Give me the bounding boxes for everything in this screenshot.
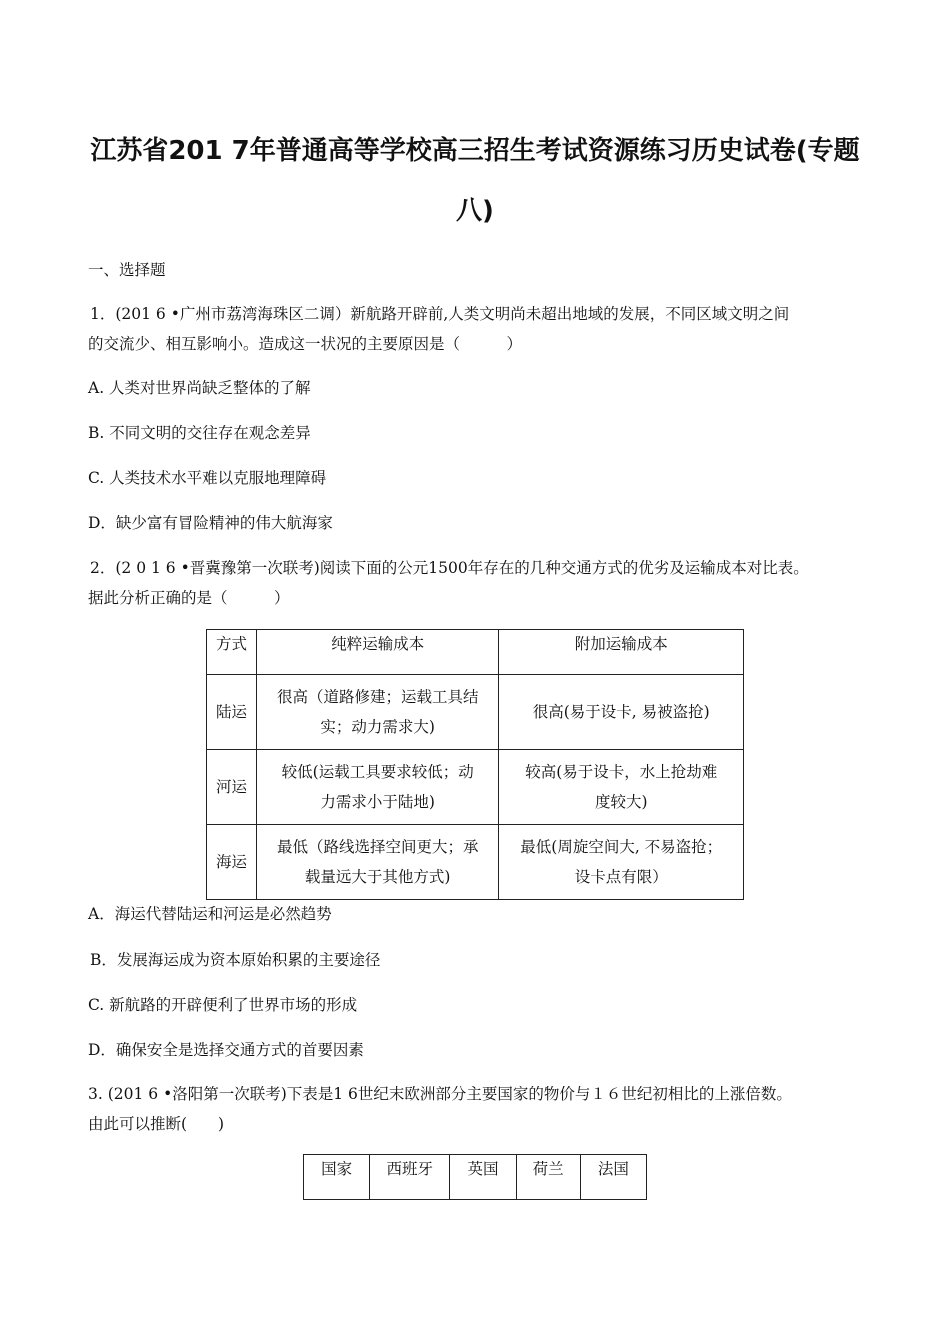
table-cell-extra-cost [499, 825, 744, 900]
cell-line: 较低(运载工具要求较低；动 [281, 763, 474, 781]
table-cell-extra-cost [499, 750, 744, 825]
table-header-cell: 附加运输成本 [499, 630, 744, 675]
q1-stem-line1: 1．(201 6 •广州市荔湾海珠区二调）新航路开辟前,人类文明尚未超出地域的发展，不同区域文明之间 [90, 305, 790, 323]
price-increase-table [303, 1154, 647, 1200]
table-row [207, 750, 744, 825]
q3-stem-line2: 由此可以推断( ) [88, 1115, 225, 1133]
q1-stem-line2: 的交流少、相互影响小。造成这一状况的主要原因是（ ） [88, 335, 523, 353]
cell-line: 较高(易于设卡，水上抢劫难 [525, 763, 718, 781]
q2-option-b: B．发展海运成为资本原始积累的主要途径 [90, 951, 381, 969]
q2-option-c: C. 新航路的开辟便利了世界市场的形成 [88, 996, 358, 1014]
document-title-line1: 江苏省201 7年普通高等学校高三招生考试资源练习历史试卷(专题 [90, 136, 860, 166]
table-header-row [207, 630, 744, 675]
table-cell-extra-cost [499, 675, 744, 750]
q3-stem-line1: 3. (201 6 •洛阳第一次联考)下表是1 6世纪末欧洲部分主要国家的物价与１６世纪初相比的上涨倍数。 [88, 1085, 792, 1103]
table-cell-mode: 陆运 [207, 675, 257, 750]
q2-stem-line1: 2．(2 0 1 6 •晋冀豫第一次联考)阅读下面的公元1500年存在的几种交通方式的优劣及运输成本对比表。 [90, 559, 809, 577]
table-header-cell: 荷兰 [516, 1155, 580, 1200]
table-header-cell: 纯粹运输成本 [256, 630, 499, 675]
q1-option-b: B. 不同文明的交往存在观念差异 [88, 424, 311, 442]
section-heading: 一、选择题 [88, 261, 166, 279]
cell-line: 度较大) [594, 793, 648, 811]
document-title-line2: 八) [456, 196, 494, 226]
table-cell-mode: 河运 [207, 750, 257, 825]
table-cell-pure-cost [256, 750, 499, 825]
table-header-cell: 国家 [304, 1155, 370, 1200]
table-row [207, 675, 744, 750]
table-cell-mode: 海运 [207, 825, 257, 900]
table-header-cell: 英国 [450, 1155, 516, 1200]
cell-line: 载量远大于其他方式) [304, 868, 451, 886]
table-cell-pure-cost [256, 675, 499, 750]
cell-line: 实；动力需求大) [320, 718, 435, 736]
q1-option-d: D．缺少富有冒险精神的伟大航海家 [88, 514, 333, 532]
table-header-cell: 法国 [580, 1155, 646, 1200]
q2-option-a: A．海运代替陆运和河运是必然趋势 [88, 905, 332, 923]
cell-line: 很高(易于设卡, 易被盗抢) [532, 703, 710, 721]
cell-line: 最低（路线选择空间更大；承 [276, 838, 479, 856]
table-header-row [304, 1155, 647, 1200]
cell-line: 设卡点有限） [574, 868, 668, 886]
transport-cost-table [206, 629, 744, 900]
table-header-cell: 西班牙 [370, 1155, 450, 1200]
cell-line: 最低(周旋空间大, 不易盗抢； [520, 838, 723, 856]
table-header-cell: 方式 [207, 630, 257, 675]
q1-option-a: A. 人类对世界尚缺乏整体的了解 [88, 379, 311, 397]
cell-line: 很高（道路修建；运载工具结 [276, 688, 479, 706]
cell-line: 力需求小于陆地) [320, 793, 435, 811]
q2-stem-line2: 据此分析正确的是（ ） [88, 589, 290, 607]
q1-option-c: C. 人类技术水平难以克服地理障碍 [88, 469, 327, 487]
table-row [207, 825, 744, 900]
table-cell-pure-cost [256, 825, 499, 900]
q2-option-d: D．确保安全是选择交通方式的首要因素 [88, 1041, 364, 1059]
